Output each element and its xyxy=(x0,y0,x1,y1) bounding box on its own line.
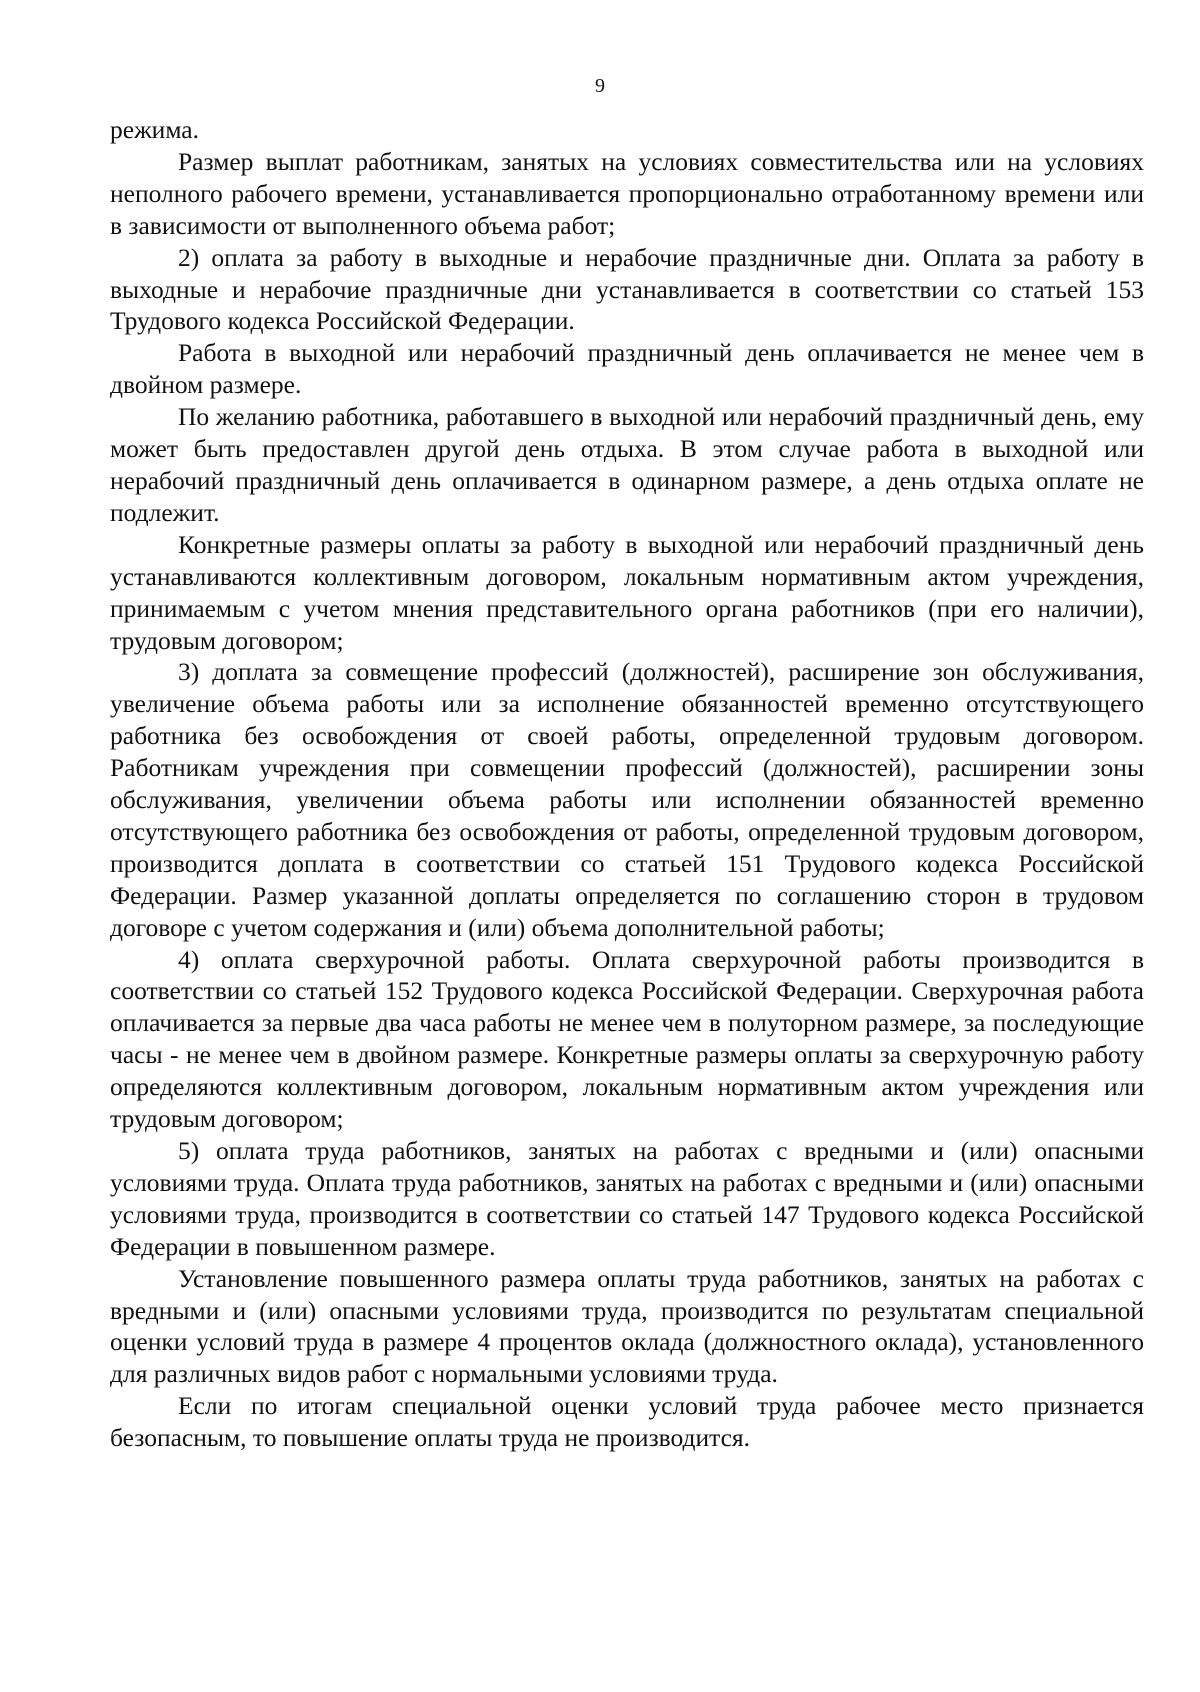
paragraph-item-2-holiday-pay: 2) оплата за работу в выходные и нерабочие праздничные дни. Оплата за работу в выходные и нерабочие праздничные дни устанавливается в соответствии со статьей 153 Трудового кодекса Российской Федерации. xyxy=(110,242,1144,336)
paragraph-part-time-pay: Размер выплат работникам, занятых на условиях совместительства или на условиях неполного рабочего времени, устанавливается пропорционально отработанному времени или в зависимости от выполненного объема работ; xyxy=(110,146,1144,240)
document-body xyxy=(110,114,1144,1454)
paragraph-item-3-combination-allowance: 3) доплата за совмещение профессий (должностей), расширение зон обслуживания, увеличение объема работы или за исполнение обязанностей временно отсутствующего работника без освобождения от своей работы, определенной трудовым договором. Работникам учреждения при совмещении профессий (должностей), расширении зоны обслуживания, увеличении объема работы или исполнении обязанностей временно отсутствующего работника без освобождения от работы, определенной трудовым договором, производится доплата в соответствии со статьей 151 Трудового кодекса Российской Федерации. Размер указанной доплаты определяется по соглашению сторон в трудовом договоре с учетом содержания и (или) объема дополнительной работы; xyxy=(110,657,1144,942)
paragraph-day-off-option: По желанию работника, работавшего в выходной или нерабочий праздничный день, ему может быть предоставлен другой день отдыха. В этом случае работа в выходной или нерабочий праздничный день оплачивается в одинарном размере, а день отдыха оплате не подлежит. xyxy=(110,402,1144,527)
paragraph-increased-rate: Установление повышенного размера оплаты труда работников, занятых на работах с вредными и (или) опасными условиями труда, производится по результатам специальной оценки условий труда в размере 4 процентов оклада (должностного оклада), установленного для различных видов работ с нормальными условиями труда. xyxy=(110,1263,1144,1389)
paragraph-safe-workplace: Если по итогам специальной оценки условий труда рабочее место признается безопасным, то повышение оплаты труда не производится. xyxy=(110,1391,1144,1453)
paragraph-item-5-hazardous-conditions: 5) оплата труда работников, занятых на работах с вредными и (или) опасными условиями труда. Оплата труда работников, занятых на работах с вредными и (или) опасными условиями труда, производится в соответствии со статьей 147 Трудового кодекса Российской Федерации в повышенном размере. xyxy=(110,1136,1144,1261)
paragraph-specific-holiday-rates: Конкретные размеры оплаты за работу в выходной или нерабочий праздничный день устанавливаются коллективным договором, локальным нормативным актом учреждения, принимаемым с учетом мнения представительного органа работников (при его наличии), трудовым договором; xyxy=(110,529,1144,655)
paragraph-continuation: режима. xyxy=(110,115,199,144)
paragraph-double-rate: Работа в выходной или нерабочий праздничный день оплачивается не менее чем в двойном размере. xyxy=(110,338,1144,400)
paragraph-item-4-overtime-pay: 4) оплата сверхурочной работы. Оплата сверхурочной работы производится в соответствии со статьей 152 Трудового кодекса Российской Федерации. Сверхурочная работа оплачивается за первые два часа работы не менее чем в полуторном размере, за последующие часы - не менее чем в двойном размере. Конкретные размеры оплаты за сверхурочную работу определяются коллективным договором, локальным нормативным актом учреждения или трудовым договором; xyxy=(110,944,1144,1134)
page-number: 9 xyxy=(595,75,605,97)
